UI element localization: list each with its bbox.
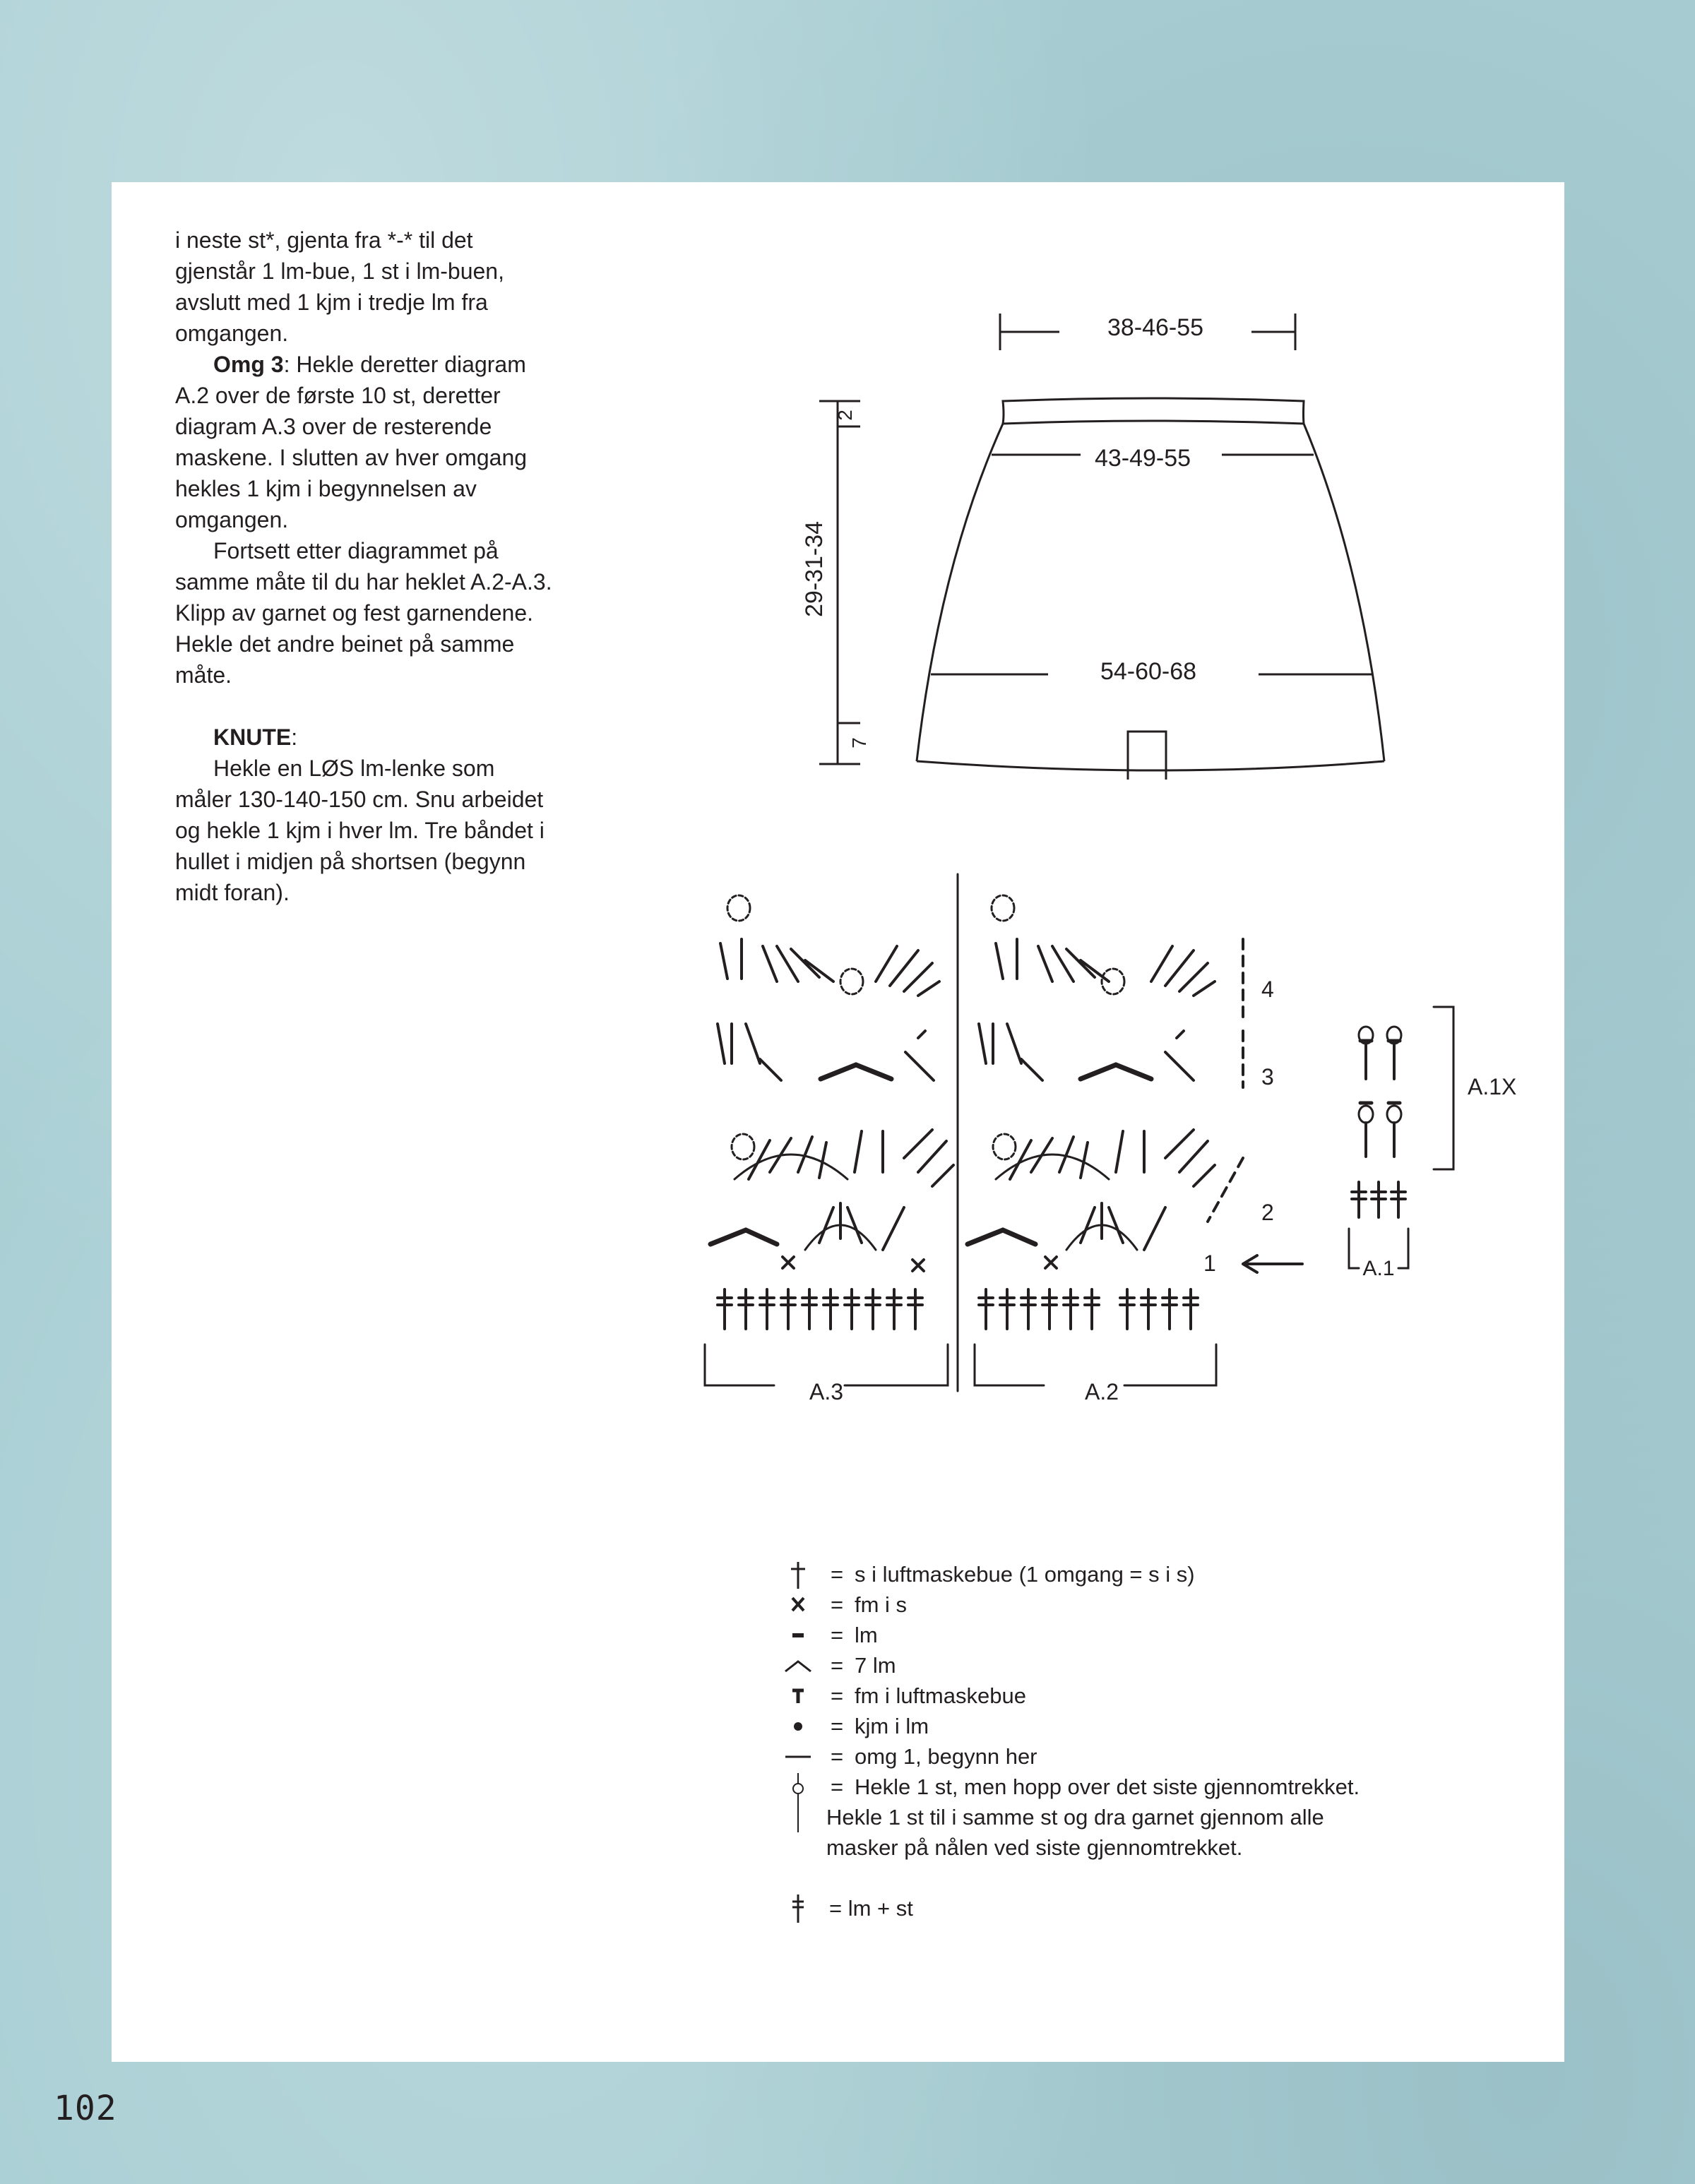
- crochet-chart: [705, 874, 1453, 1391]
- legend-row-chain-treble: [777, 1893, 1324, 1923]
- chart-row-1: 1: [1203, 1251, 1216, 1276]
- omg3-text: : Hekle deretter diagram A.2 over de første 10 st, deretter diagram A.3 over de resterende maskene. I slutten av hver omgang hekles 1 kjm i begynnelsen av omgangen.: [175, 352, 528, 532]
- legend-row-sc: [777, 1589, 1324, 1620]
- a2-base-trebles: [979, 1289, 1198, 1329]
- legend-text: = lm + st: [829, 1896, 913, 1921]
- legend-text: Hekle 1 st, men hopp over det siste gjennomtrekket.: [855, 1774, 1360, 1799]
- label-a1x: A.1X: [1468, 1074, 1517, 1099]
- equals: =: [831, 1592, 844, 1617]
- slip-stitch-dot-icon: [777, 1711, 819, 1741]
- chain-arch-icon: [777, 1650, 819, 1681]
- chart-row-4: 4: [1261, 977, 1274, 1002]
- legend-row-arch: [777, 1650, 1324, 1681]
- legend-continuation-2: masker på nålen ved siste gjennomtrekket.: [826, 1835, 1243, 1860]
- page-number: 102: [54, 2089, 117, 2128]
- legend-text: lm: [855, 1623, 878, 1647]
- legend-text: fm i s: [855, 1592, 908, 1617]
- legend-row-start: [777, 1741, 1324, 1772]
- label-upper-width: 43-49-55: [1094, 445, 1191, 472]
- legend-text: s i luftmaskebue (1 omgang = s i s): [855, 1562, 1195, 1587]
- label-lower-width: 54-60-68: [1100, 658, 1197, 685]
- chain-plus-treble-icon: [777, 1893, 819, 1923]
- legend-row-slip: [777, 1711, 1324, 1741]
- label-length: 29-31-34: [801, 520, 828, 618]
- round-start-line-icon: [777, 1741, 819, 1772]
- legend-text: fm i luftmaskebue: [855, 1683, 1026, 1708]
- a3-base-trebles: [718, 1289, 922, 1329]
- label-a1: A.1: [1362, 1257, 1395, 1280]
- legend: [777, 1559, 1360, 1923]
- knute-colon: :: [291, 724, 298, 750]
- label-waist-band: 2: [834, 410, 856, 421]
- label-a3: A.3: [809, 1379, 844, 1404]
- legend-text: 7 lm: [855, 1653, 896, 1678]
- legend-text: omg 1, begynn her: [855, 1744, 1037, 1769]
- single-crochet-x-icon: [777, 1589, 819, 1620]
- label-leg-band: 7: [848, 737, 870, 748]
- omg3-label: Omg 3: [213, 352, 284, 377]
- legend-continuation-1: Hekle 1 st til i samme st og dra garnet gjennom alle: [826, 1805, 1324, 1830]
- legend-row-treble: [777, 1559, 1324, 1589]
- equals: =: [831, 1683, 844, 1708]
- knute-heading: KNUTE: [213, 724, 292, 750]
- legend-row-cluster: [777, 1772, 1360, 1802]
- chart-row-2: 2: [1261, 1200, 1274, 1225]
- equals: =: [831, 1744, 844, 1769]
- equals: =: [831, 1623, 844, 1647]
- equals: =: [831, 1774, 844, 1799]
- equals: =: [831, 1714, 844, 1738]
- legend-row-sc-space: [777, 1681, 1324, 1711]
- legend-row-chain: [777, 1620, 1324, 1650]
- shorts-schematic: [819, 314, 1384, 780]
- chart-row-3: 3: [1261, 1064, 1274, 1090]
- legend-text: kjm i lm: [855, 1714, 929, 1738]
- paragraph-1: i neste st*, gjenta fra *-* til det gjenstår 1 lm-bue, 1 st i lm-buen, avslutt med 1 kjm i tredje lm fra omgangen.: [175, 227, 504, 346]
- knute-paragraph: Hekle en LØS lm-lenke som måler 130-140-150 cm. Snu arbeidet og hekle 1 kjm i hver lm. Tre båndet i hullet i midjen på shortsen (begynn midt foran).: [175, 756, 545, 905]
- sc-in-chain-space-icon: [777, 1681, 819, 1711]
- paragraph-3: Fortsett etter diagrammet på samme måte til du har heklet A.2-A.3. Klipp av garnet og fest garnendene. Hekle det andre beinet på samme måte.: [175, 538, 552, 688]
- chain-stitch-icon: [777, 1620, 819, 1650]
- label-a2: A.2: [1084, 1379, 1119, 1404]
- treble-crochet-icon: [777, 1559, 819, 1589]
- equals: =: [831, 1653, 844, 1678]
- equals: =: [831, 1562, 844, 1587]
- label-top-width: 38-46-55: [1107, 314, 1204, 341]
